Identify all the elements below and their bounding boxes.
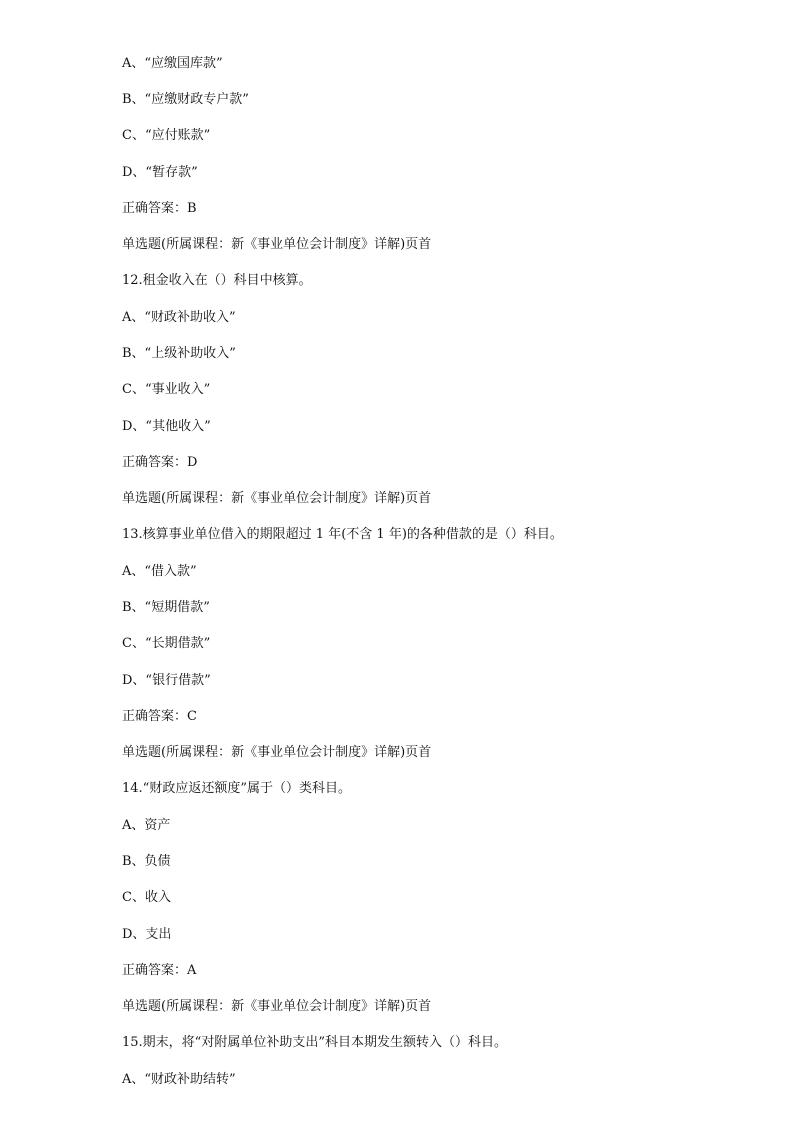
option-b-q14: B、负债 <box>122 854 171 869</box>
option-d-q11: D、“暂存款” <box>122 165 198 180</box>
option-b-q11: B、“应缴财政专户款” <box>122 92 249 107</box>
option-a-q13: A、“借入款” <box>122 564 197 579</box>
question-type-label: 单选题(所属课程：新《事业单位会计制度》详解)页首 <box>122 491 432 506</box>
question-12: 12.租金收入在（）科目中核算。 <box>122 273 312 288</box>
option-d-q13: D、“银行借款” <box>122 673 211 688</box>
question-type-label: 单选题(所属课程：新《事业单位会计制度》详解)页首 <box>122 999 432 1014</box>
option-a-q11: A、“应缴国库款” <box>122 56 223 71</box>
answer-q11: 正确答案：B <box>122 201 197 216</box>
option-d-q12: D、“其他收入” <box>122 419 211 434</box>
question-14: 14.“财政应返还额度”属于（）类科目。 <box>122 781 351 796</box>
question-13: 13.核算事业单位借入的期限超过 1 年(不含 1 年)的各种借款的是（）科目。 <box>122 527 563 542</box>
option-c-q14: C、收入 <box>122 890 171 905</box>
option-a-q15: A、“财政补助结转” <box>122 1072 236 1087</box>
option-c-q11: C、“应付账款” <box>122 128 211 143</box>
option-c-q13: C、“长期借款” <box>122 636 211 651</box>
option-c-q12: C、“事业收入” <box>122 382 211 397</box>
option-d-q14: D、支出 <box>122 927 172 942</box>
answer-q12: 正确答案：D <box>122 455 198 470</box>
answer-q14: 正确答案：A <box>122 963 197 978</box>
question-type-label: 单选题(所属课程：新《事业单位会计制度》详解)页首 <box>122 237 432 252</box>
answer-q13: 正确答案：C <box>122 709 197 724</box>
option-b-q13: B、“短期借款” <box>122 600 210 615</box>
option-a-q12: A、“财政补助收入” <box>122 310 236 325</box>
question-type-label: 单选题(所属课程：新《事业单位会计制度》详解)页首 <box>122 745 432 760</box>
option-a-q14: A、资产 <box>122 818 171 833</box>
question-15: 15.期末，将“对附属单位补助支出”科目本期发生额转入（）科目。 <box>122 1035 507 1050</box>
option-b-q12: B、“上级补助收入” <box>122 346 236 361</box>
